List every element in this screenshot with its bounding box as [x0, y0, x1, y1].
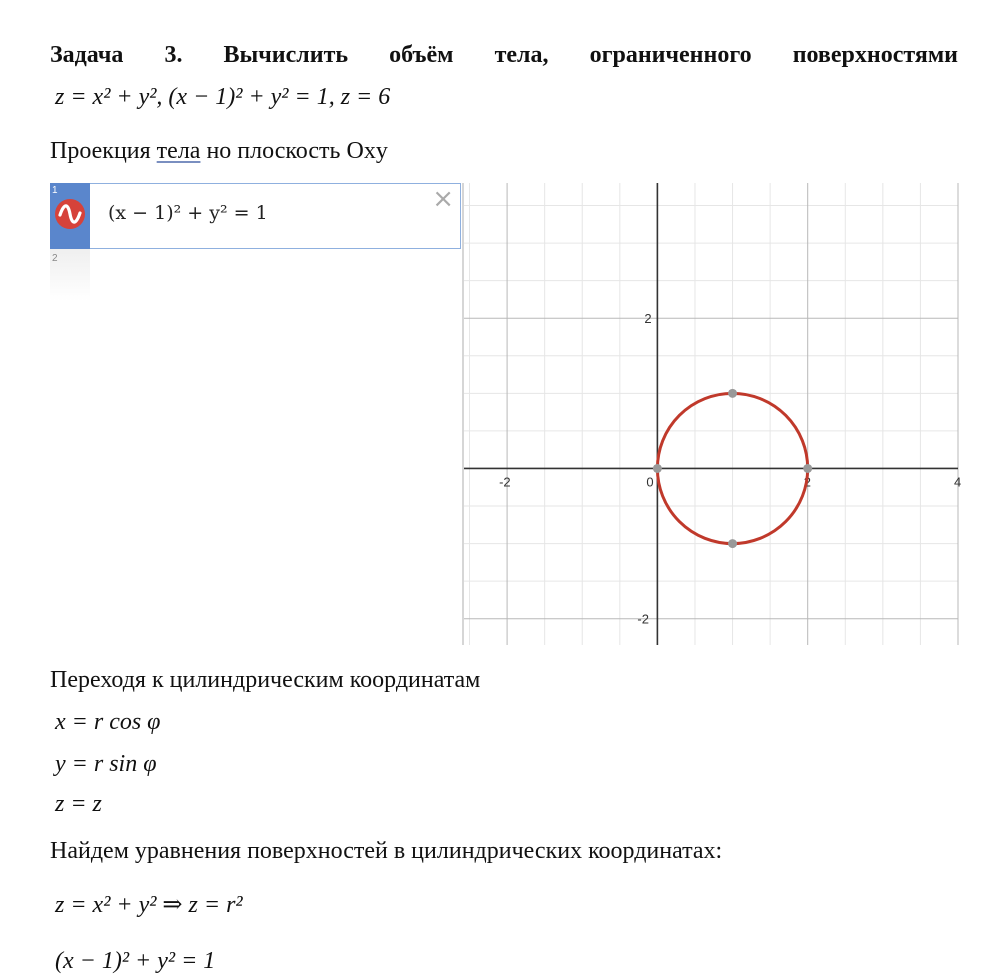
surface-eq-2: (x − 1)² + y² = 1 [55, 948, 216, 974]
projection-prefix: Проекция [50, 138, 157, 164]
row-index-1: 1 [52, 185, 58, 196]
x-tick-label: 2 [803, 474, 811, 490]
x-tick-label: 4 [954, 474, 962, 490]
major-grid [462, 183, 958, 645]
marked-point [803, 464, 812, 473]
coord-eq-z: z = z [55, 791, 102, 817]
coord-eq-x: x = r cos φ [55, 709, 161, 735]
coord-eq-y: y = r sin φ [55, 751, 157, 777]
find-text: Найдем уравнения поверхностей в цилиндрических координатах: [50, 838, 723, 864]
graph-canvas[interactable] [462, 183, 962, 645]
expression-panel [50, 183, 462, 264]
projection-label [50, 138, 388, 165]
row-index-2: 2 [52, 253, 58, 264]
y-tick-label: -2 [637, 611, 649, 627]
marked-point [728, 539, 737, 548]
transition-text: Переходя к цилиндрическим координатам [50, 667, 481, 693]
x-tick-label: 0 [646, 474, 654, 490]
axes [462, 183, 958, 645]
projection-underlined-word: тела [156, 138, 201, 164]
marked-point [728, 389, 737, 398]
y-tick-label: 2 [644, 311, 652, 327]
curve-color-icon[interactable] [55, 199, 85, 229]
task-heading: Задача 3. Вычислить объём тела, ограниченного поверхностями [50, 42, 958, 68]
projection-suffix: но плоскость Oxy [200, 138, 388, 164]
expression-row-index[interactable] [50, 183, 90, 249]
marked-point [653, 464, 662, 473]
minor-grid [462, 183, 958, 645]
expression-text[interactable]: (x − 1)² + y² = 1 [108, 202, 268, 224]
surface-eq-1: z = x² + y² ⇒ z = r² [55, 892, 243, 918]
expression-input[interactable] [90, 183, 461, 249]
x-tick-label: -2 [499, 474, 511, 490]
close-icon[interactable]: × [432, 184, 454, 214]
surfaces-formula: z = x² + y², (x − 1)² + y² = 1, z = 6 [55, 84, 391, 110]
